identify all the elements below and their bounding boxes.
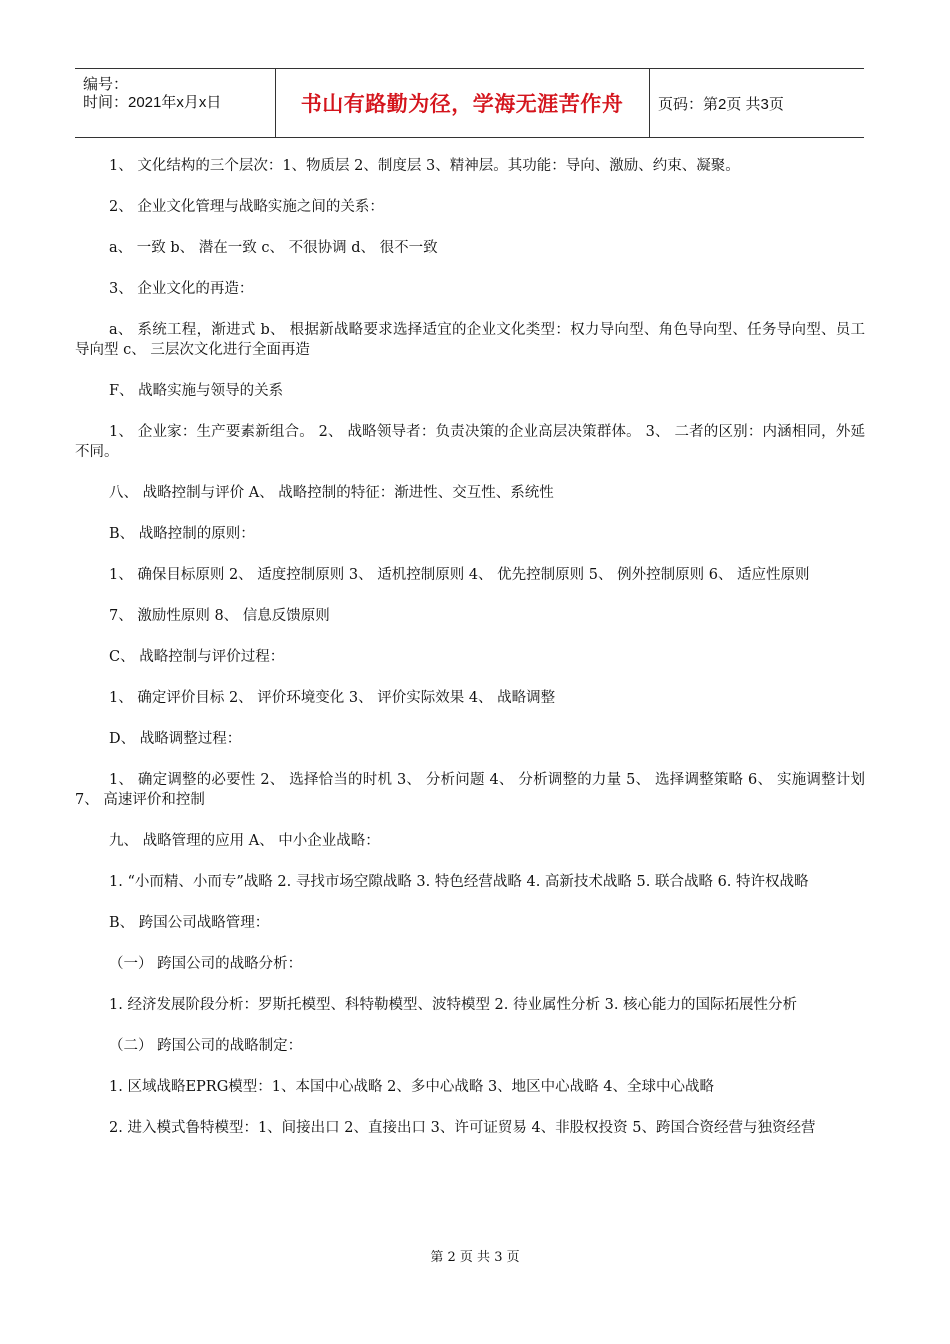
- header-motto: 书山有路勤为径，学海无涯苦作舟: [300, 92, 624, 116]
- paragraph: a、 系统工程，渐进式 b、 根据新战略要求选择适宜的企业文化类型：权力导向型、角色导向型、任务导向型、员工导向型 c、 三层次文化进行全面再造: [75, 322, 865, 358]
- paragraph: （二） 跨国公司的战略制定：: [109, 1038, 303, 1054]
- paragraph: 1、 确定评价目标 2、 评价环境变化 3、 评价实际效果 4、 战略调整: [109, 690, 556, 706]
- header-left-cell: [75, 69, 276, 137]
- document-body: [75, 156, 865, 1159]
- header-motto-cell: [275, 69, 650, 137]
- header-page-info: 页码：第2页 共3页: [658, 95, 784, 113]
- paragraph: 3、 企业文化的再造：: [109, 281, 254, 297]
- paragraph: 九、 战略管理的应用 A、 中小企业战略：: [109, 833, 380, 849]
- paragraph: B、 战略控制的原则：: [109, 526, 255, 542]
- paragraph: B、 跨国公司战略管理：: [109, 915, 270, 931]
- paragraph: 7、 激励性原则 8、 信息反馈原则: [109, 608, 330, 624]
- paragraph: 八、 战略控制与评价 A、 战略控制的特征：渐进性、交互性、系统性: [109, 485, 554, 501]
- number-label: 编号：: [83, 76, 129, 93]
- paragraph: （一） 跨国公司的战略分析：: [109, 956, 303, 972]
- paragraph: 2、 企业文化管理与战略实施之间的关系：: [109, 199, 384, 215]
- document-header: [75, 68, 864, 138]
- paragraph: 1. 区域战略EPRG模型：1、本国中心战略 2、多中心战略 3、地区中心战略 4、全球中心战略: [109, 1079, 715, 1095]
- paragraph: 1、 确定调整的必要性 2、 选择恰当的时机 3、 分析问题 4、 分析调整的力量 5、 选择调整策略 6、 实施调整计划 7、 高速评价和控制: [75, 772, 865, 808]
- paragraph: 1. “小而精、小而专”战略 2. 寻找市场空隙战略 3. 特色经营战略 4. 高新技术战略 5. 联合战略 6. 特许权战略: [109, 874, 809, 890]
- header-page-cell: [650, 69, 864, 137]
- time-label: 时间：2021年x月x日: [83, 94, 222, 111]
- paragraph: 1. 经济发展阶段分析：罗斯托模型、科特勒模型、波特模型 2. 待业属性分析 3. 核心能力的国际拓展性分析: [109, 997, 798, 1013]
- paragraph: 1、 企业家：生产要素新组合。 2、 战略领导者：负责决策的企业高层决策群体。 3、 二者的区别：内涵相同，外延不同。: [75, 424, 865, 460]
- paragraph: D、 战略调整过程：: [109, 731, 242, 747]
- paragraph: 2. 进入模式鲁特模型：1、间接出口 2、直接出口 3、许可证贸易 4、非股权投资 5、跨国合资经营与独资经营: [109, 1120, 816, 1136]
- paragraph: C、 战略控制与评价过程：: [109, 649, 285, 665]
- paragraph: a、 一致 b、 潜在一致 c、 不很协调 d、 很不一致: [109, 240, 438, 256]
- page-footer: 第 2 页 共 3 页: [430, 1250, 520, 1265]
- paragraph: F、 战略实施与领导的关系: [109, 383, 284, 399]
- paragraph: 1、 确保目标原则 2、 适度控制原则 3、 适机控制原则 4、 优先控制原则 5、 例外控制原则 6、 适应性原则: [109, 567, 810, 583]
- paragraph: 1、 文化结构的三个层次：1、物质层 2、制度层 3、精神层。其功能：导向、激励、约束、凝聚。: [109, 158, 740, 174]
